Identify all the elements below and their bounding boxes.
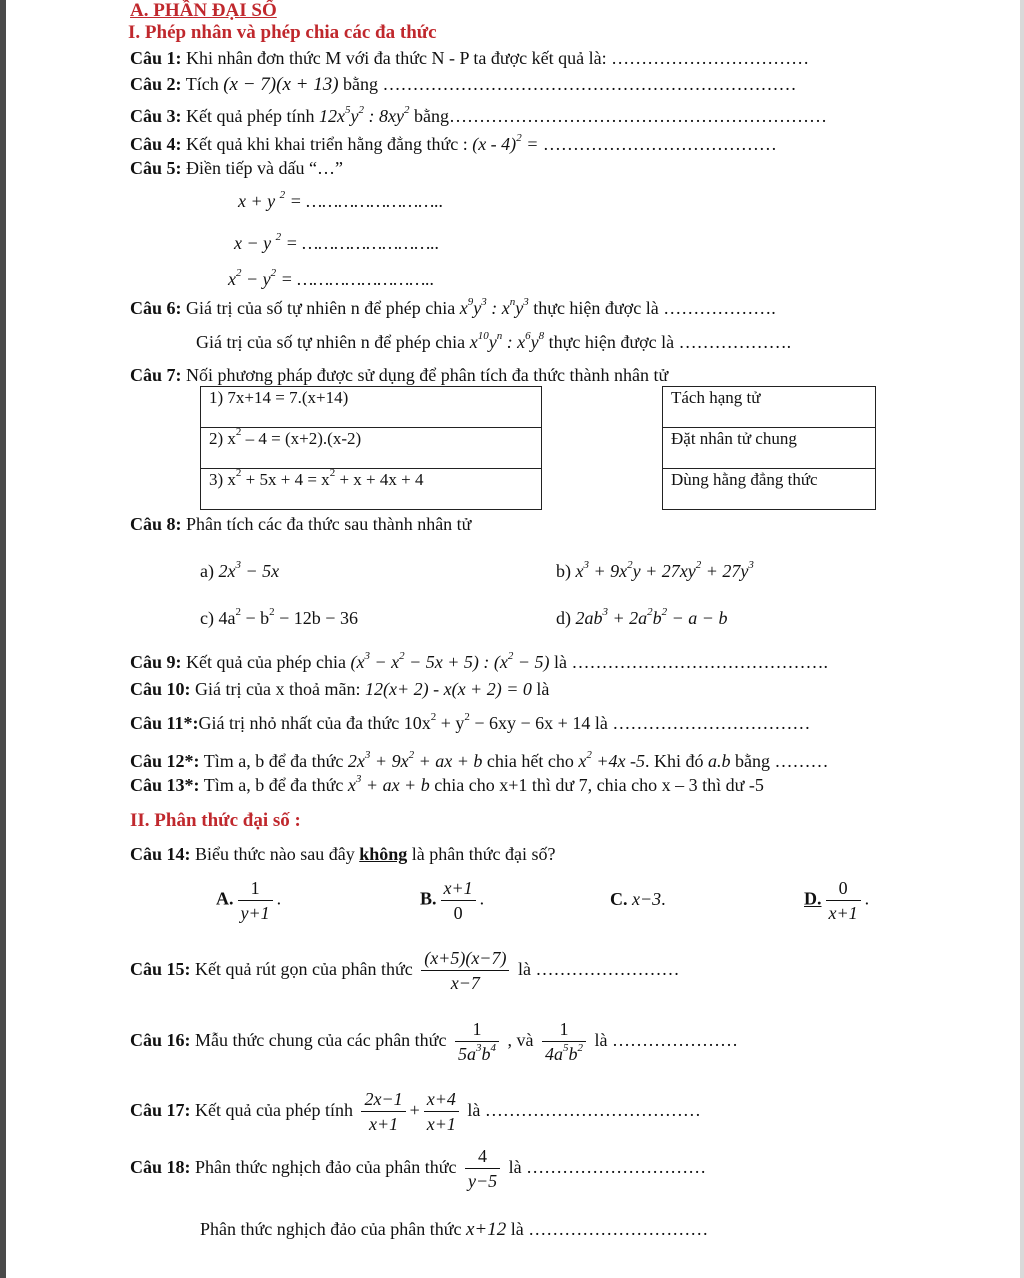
question-18: Câu 18: Phân thức nghịch đảo của phân thức $\frac{4}{y-5}$ là ………………………… [130, 1146, 707, 1192]
q8-a: a) $2x^3 - 5x$ [200, 559, 280, 581]
q7-right-3: Dùng hằng đẳng thức [663, 469, 876, 510]
question-9: Câu 9: Kết quả của phép chia $(x^3 - x^2 - 5x + 5)$ : $(x^2 - 5)$ là ……………………………………. [130, 650, 828, 672]
question-3: Câu 3: Kết quả phép tính $12x^5y^2$ : $8xy^2$ bằng……………………………………………………… [130, 104, 827, 126]
q7-right-1: Tách hạng tử [663, 387, 876, 428]
q7-right-table [662, 386, 876, 510]
question-11: Câu 11*:Giá trị nhỏ nhất của đa thức $10x^2 + y^2 - 6xy - 6x + 14$ là …………………………… [130, 711, 811, 733]
q14-option-c: C. x−3. [610, 889, 666, 909]
question-4: Câu 4: Kết quả khi khai triển hằng đẳng thức : (x - 4)$^2$ = ………………………………… [130, 132, 777, 154]
q7-left-1: 1) 7x+14 = 7.(x+14) [201, 387, 542, 428]
question-1: Câu 1: Khi nhân đơn thức M với đa thức N - P ta được kết quả là: …………………………… [130, 48, 810, 68]
q14-option-d: D. $\frac{0}{x+1}$ . [804, 878, 870, 923]
q7-right-2: Đặt nhân tử chung [663, 428, 876, 469]
q14-option-b: B. $\frac{x+1}{0}$ . [420, 878, 485, 923]
q7-left-2: 2) $x^2 - 4 = (x+2).(x-2)$ [201, 428, 542, 469]
q7-left-table [200, 386, 542, 510]
question-2: Câu 2: Tích (x − 7)(x + 13) bằng …………………………………………………………… [130, 74, 797, 95]
question-5: Câu 5: Điền tiếp và dấu “…” [130, 158, 343, 178]
question-16: Câu 16: Mẫu thức chung của các phân thức $\frac{1}{5a^3b^4}$ , và $\frac{1}{4a^5b^2}$ là ………………… [130, 1019, 738, 1065]
question-6: Câu 6: Giá trị của số tự nhiên n để phép chia $x^9y^3$ : $x^ny^3$ thực hiện được là ………………. [130, 296, 776, 318]
section-heading: A. PHẦN ĐẠI SỐ [130, 0, 277, 21]
question-15: Câu 15: Kết quả rút gọn của phân thức $\frac{(x+5)(x-7)}{x-7}$ là …………………… [130, 948, 680, 994]
q5-line-1: x + y $^2$ = …………………….. [238, 189, 444, 211]
question-8: Câu 8: Phân tích các đa thức sau thành nhân tử [130, 514, 472, 534]
q14-option-a: A. $\frac{1}{y+1}$ . [216, 878, 282, 923]
question-13: Câu 13*: Tìm a, b để đa thức $x^3$ + ax + b chia cho x+1 thì dư 7, chia cho x – 3 thì dư -5 [130, 773, 764, 795]
part-two-heading: II. Phân thức đại số : [130, 810, 301, 831]
question-7: Câu 7: Nối phương pháp được sử dụng để phân tích đa thức thành nhân tử [130, 365, 669, 385]
q5-line-2: x − y $^2$ = …………………….. [234, 231, 440, 253]
q5-line-3: $x^2 - y^2$ = …………………….. [228, 267, 435, 289]
q8-d: d) $2ab^3 + 2a^2b^2 - a - b$ [556, 606, 728, 628]
part-one-heading: I. Phép nhân và phép chia các đa thức [128, 22, 437, 43]
question-17: Câu 17: Kết quả của phép tính $\frac{2x-1}{x+1}$ + $\frac{x+4}{x+1}$ là ……………………………… [130, 1089, 701, 1135]
q8-b: b) $x^3 + 9x^2y + 27xy^2 + 27y^3$ [556, 559, 754, 581]
question-14: Câu 14: Biểu thức nào sau đây không là phân thức đại số? [130, 844, 556, 864]
q8-c: c) $4a^2 - b^2 - 12b - 36$ [200, 606, 358, 628]
question-6-part-2: Giá trị của số tự nhiên n để phép chia $x^{10}y^n$ : $x^6y^8$ thực hiện được là ………………. [196, 330, 792, 352]
q7-left-3: 3) $x^2 + 5x + 4 = x^2 + x + 4x + 4$ [201, 469, 542, 510]
question-12: Câu 12*: Tìm a, b để đa thức $2x^3 + 9x^2$ + ax + b chia hết cho $x^2 +4x$ -5. Khi đó a.b bằng ……… [130, 749, 829, 771]
question-18-part-2: Phân thức nghịch đảo của phân thức x+12 là ………………………… [200, 1219, 709, 1240]
question-10: Câu 10: Giá trị của x thoả mãn: 12(x+ 2) - x(x + 2) = 0 là [130, 679, 550, 699]
